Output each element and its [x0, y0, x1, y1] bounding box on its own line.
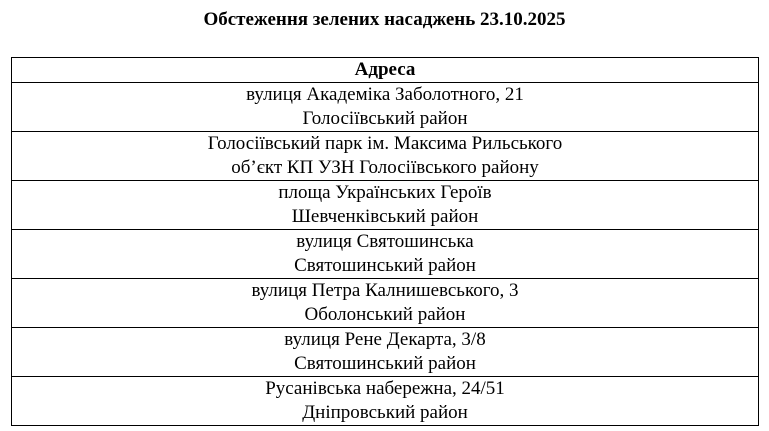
address-cell [12, 328, 759, 377]
table-row [12, 328, 759, 377]
document-title: Обстеження зелених насаджень 23.10.2025 [203, 9, 566, 30]
district-name: Святошинський район [294, 255, 476, 276]
district-name: об’єкт КП УЗН Голосіївського району [231, 157, 539, 178]
address-cell [12, 83, 759, 132]
table-row [12, 230, 759, 279]
address-table [11, 57, 759, 426]
table-row [12, 279, 759, 328]
table-row [12, 83, 759, 132]
table-header-row [12, 58, 759, 83]
district-name: Дніпровський район [302, 402, 468, 423]
street-address: вулиця Рене Декарта, 3/8 [284, 329, 486, 350]
address-cell [12, 279, 759, 328]
district-name: Шевченківський район [291, 206, 479, 227]
district-name: Оболонський район [304, 304, 466, 325]
street-address: вулиця Святошинська [296, 231, 474, 252]
address-cell [12, 181, 759, 230]
address-cell [12, 230, 759, 279]
district-name: Святошинський район [294, 353, 476, 374]
street-address: вулиця Петра Калнишевського, 3 [251, 280, 519, 301]
table-row [12, 377, 759, 426]
street-address: Голосіївський парк ім. Максима Рильського [207, 133, 563, 154]
address-cell [12, 132, 759, 181]
table-row [12, 132, 759, 181]
address-cell [12, 377, 759, 426]
column-header-address: Адреса [12, 58, 759, 83]
street-address: вулиця Академіка Заболотного, 21 [246, 84, 524, 105]
table-row [12, 181, 759, 230]
district-name: Голосіївський район [302, 108, 468, 129]
street-address: Русанівська набережна, 24/51 [265, 378, 505, 399]
street-address: площа Українських Героїв [278, 182, 492, 203]
